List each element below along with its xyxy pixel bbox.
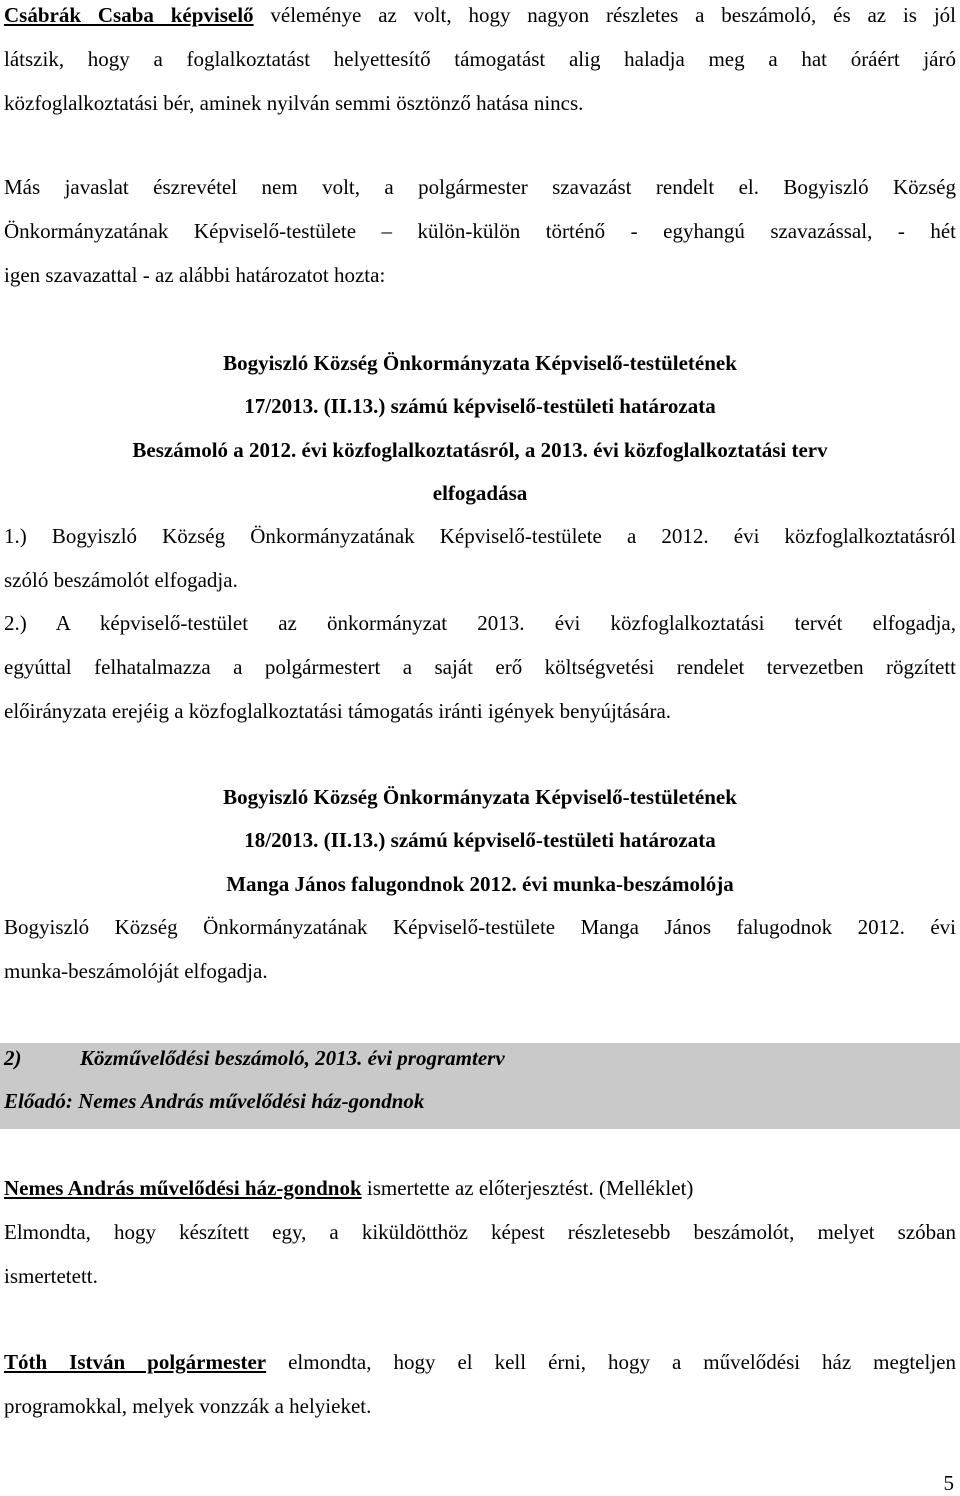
vote-line-3: igen szavazattal - az alábbi határozatot hozta:: [4, 263, 386, 287]
item-1-line-1: 1.) Bogyiszló Község Önkormányzatának Képviselő-testülete a 2012. évi közfoglalkoztatásról: [4, 524, 956, 548]
resolution-18-line-2: munka-beszámolóját elfogadja.: [4, 959, 268, 983]
resolution-18-heading-1: Bogyiszló Község Önkormányzata Képviselő-testületének: [223, 785, 737, 809]
resolution-17-item-2: [4, 608, 956, 726]
resolution-17-heading-3: Beszámoló a 2012. évi közfoglalkoztatásról, a 2013. évi közfoglalkoztatási terv: [132, 438, 828, 462]
toth-line-2: programokkal, melyek vonzzák a helyieket.: [4, 1394, 372, 1418]
resolution-17-item-1: [4, 521, 956, 595]
item-2-line-2: egyúttal felhatalmazza a polgármestert a saját erő költségvetési rendelet tervezetben rögzített: [4, 655, 956, 679]
item-2-line-3: előirányzata erejéig a közfoglalkoztatási támogatás iránti igények benyújtására.: [4, 699, 672, 723]
nemes-line-2: Elmondta, hogy készített egy, a kiküldötthöz képest részletesebb beszámolót, melyet szóban: [4, 1220, 956, 1244]
toth-line-1: Tóth István polgármester elmondta, hogy el kell érni, hogy a művelődési ház megteljen: [4, 1350, 956, 1374]
vote-line-1: Más javaslat észrevétel nem volt, a polgármester szavazást rendelt el. Bogyiszló Község: [4, 175, 956, 199]
agenda-item-presenter: Előadó: Nemes András művelődési ház-gondnok: [4, 1089, 425, 1113]
agenda-item-title: Közművelődési beszámoló, 2013. évi programterv: [80, 1046, 505, 1070]
speaker-nemes: Nemes András művelődési ház-gondnok: [4, 1176, 362, 1200]
resolution-17-heading-2: 17/2013. (II.13.) számú képviselő-testületi határozata: [244, 394, 716, 418]
resolution-18-body: [4, 912, 956, 986]
agenda-item-box: [0, 1043, 960, 1129]
resolution-18-heading-2: 18/2013. (II.13.) számú képviselő-testületi határozata: [244, 828, 716, 852]
nemes-line-3: ismertetett.: [4, 1264, 98, 1288]
intro-line-3: közfoglalkoztatási bér, aminek nyilván semmi ösztönző hatása nincs.: [4, 91, 584, 115]
paragraph-intro: [4, 0, 956, 118]
vote-line-2: Önkormányzatának Képviselő-testülete – külön-külön történő - egyhangú szavazással, - hét: [4, 219, 956, 243]
intro-line-2: látszik, hogy a foglalkoztatást helyettesítő támogatást alig haladja meg a hat óráért járó: [4, 47, 956, 71]
speaker-csabrak: Csábrák Csaba képviselő: [4, 3, 254, 27]
paragraph-toth: [4, 1347, 956, 1421]
resolution-18-line-1: Bogyiszló Község Önkormányzatának Képviselő-testülete Manga János falugodnok 2012. évi: [4, 915, 956, 939]
page-number: 5: [943, 1471, 954, 1495]
resolution-17-heading-4: elfogadása: [432, 481, 528, 505]
paragraph-nemes: [4, 1173, 956, 1291]
intro-line-1: Csábrák Csaba képviselő véleménye az volt, hogy nagyon részletes a beszámoló, és az is jól: [4, 3, 956, 27]
resolution-18-heading-3: Manga János falugondnok 2012. évi munka-beszámolója: [226, 872, 734, 896]
speaker-toth: Tóth István polgármester: [4, 1350, 267, 1374]
item-2-line-1: 2.) A képviselő-testület az önkormányzat 2013. évi közfoglalkoztatási tervét elfogadja,: [4, 611, 956, 635]
item-1-line-2: szóló beszámolót elfogadja.: [4, 568, 238, 592]
agenda-item-title-row: [4, 1043, 505, 1073]
resolution-17-heading-1: Bogyiszló Község Önkormányzata Képviselő-testületének: [223, 351, 737, 375]
nemes-line-1: Nemes András művelődési ház-gondnok ismertette az előterjesztést. (Melléklet): [4, 1176, 694, 1200]
agenda-item-number: 2): [4, 1046, 22, 1070]
paragraph-vote: [4, 172, 956, 290]
